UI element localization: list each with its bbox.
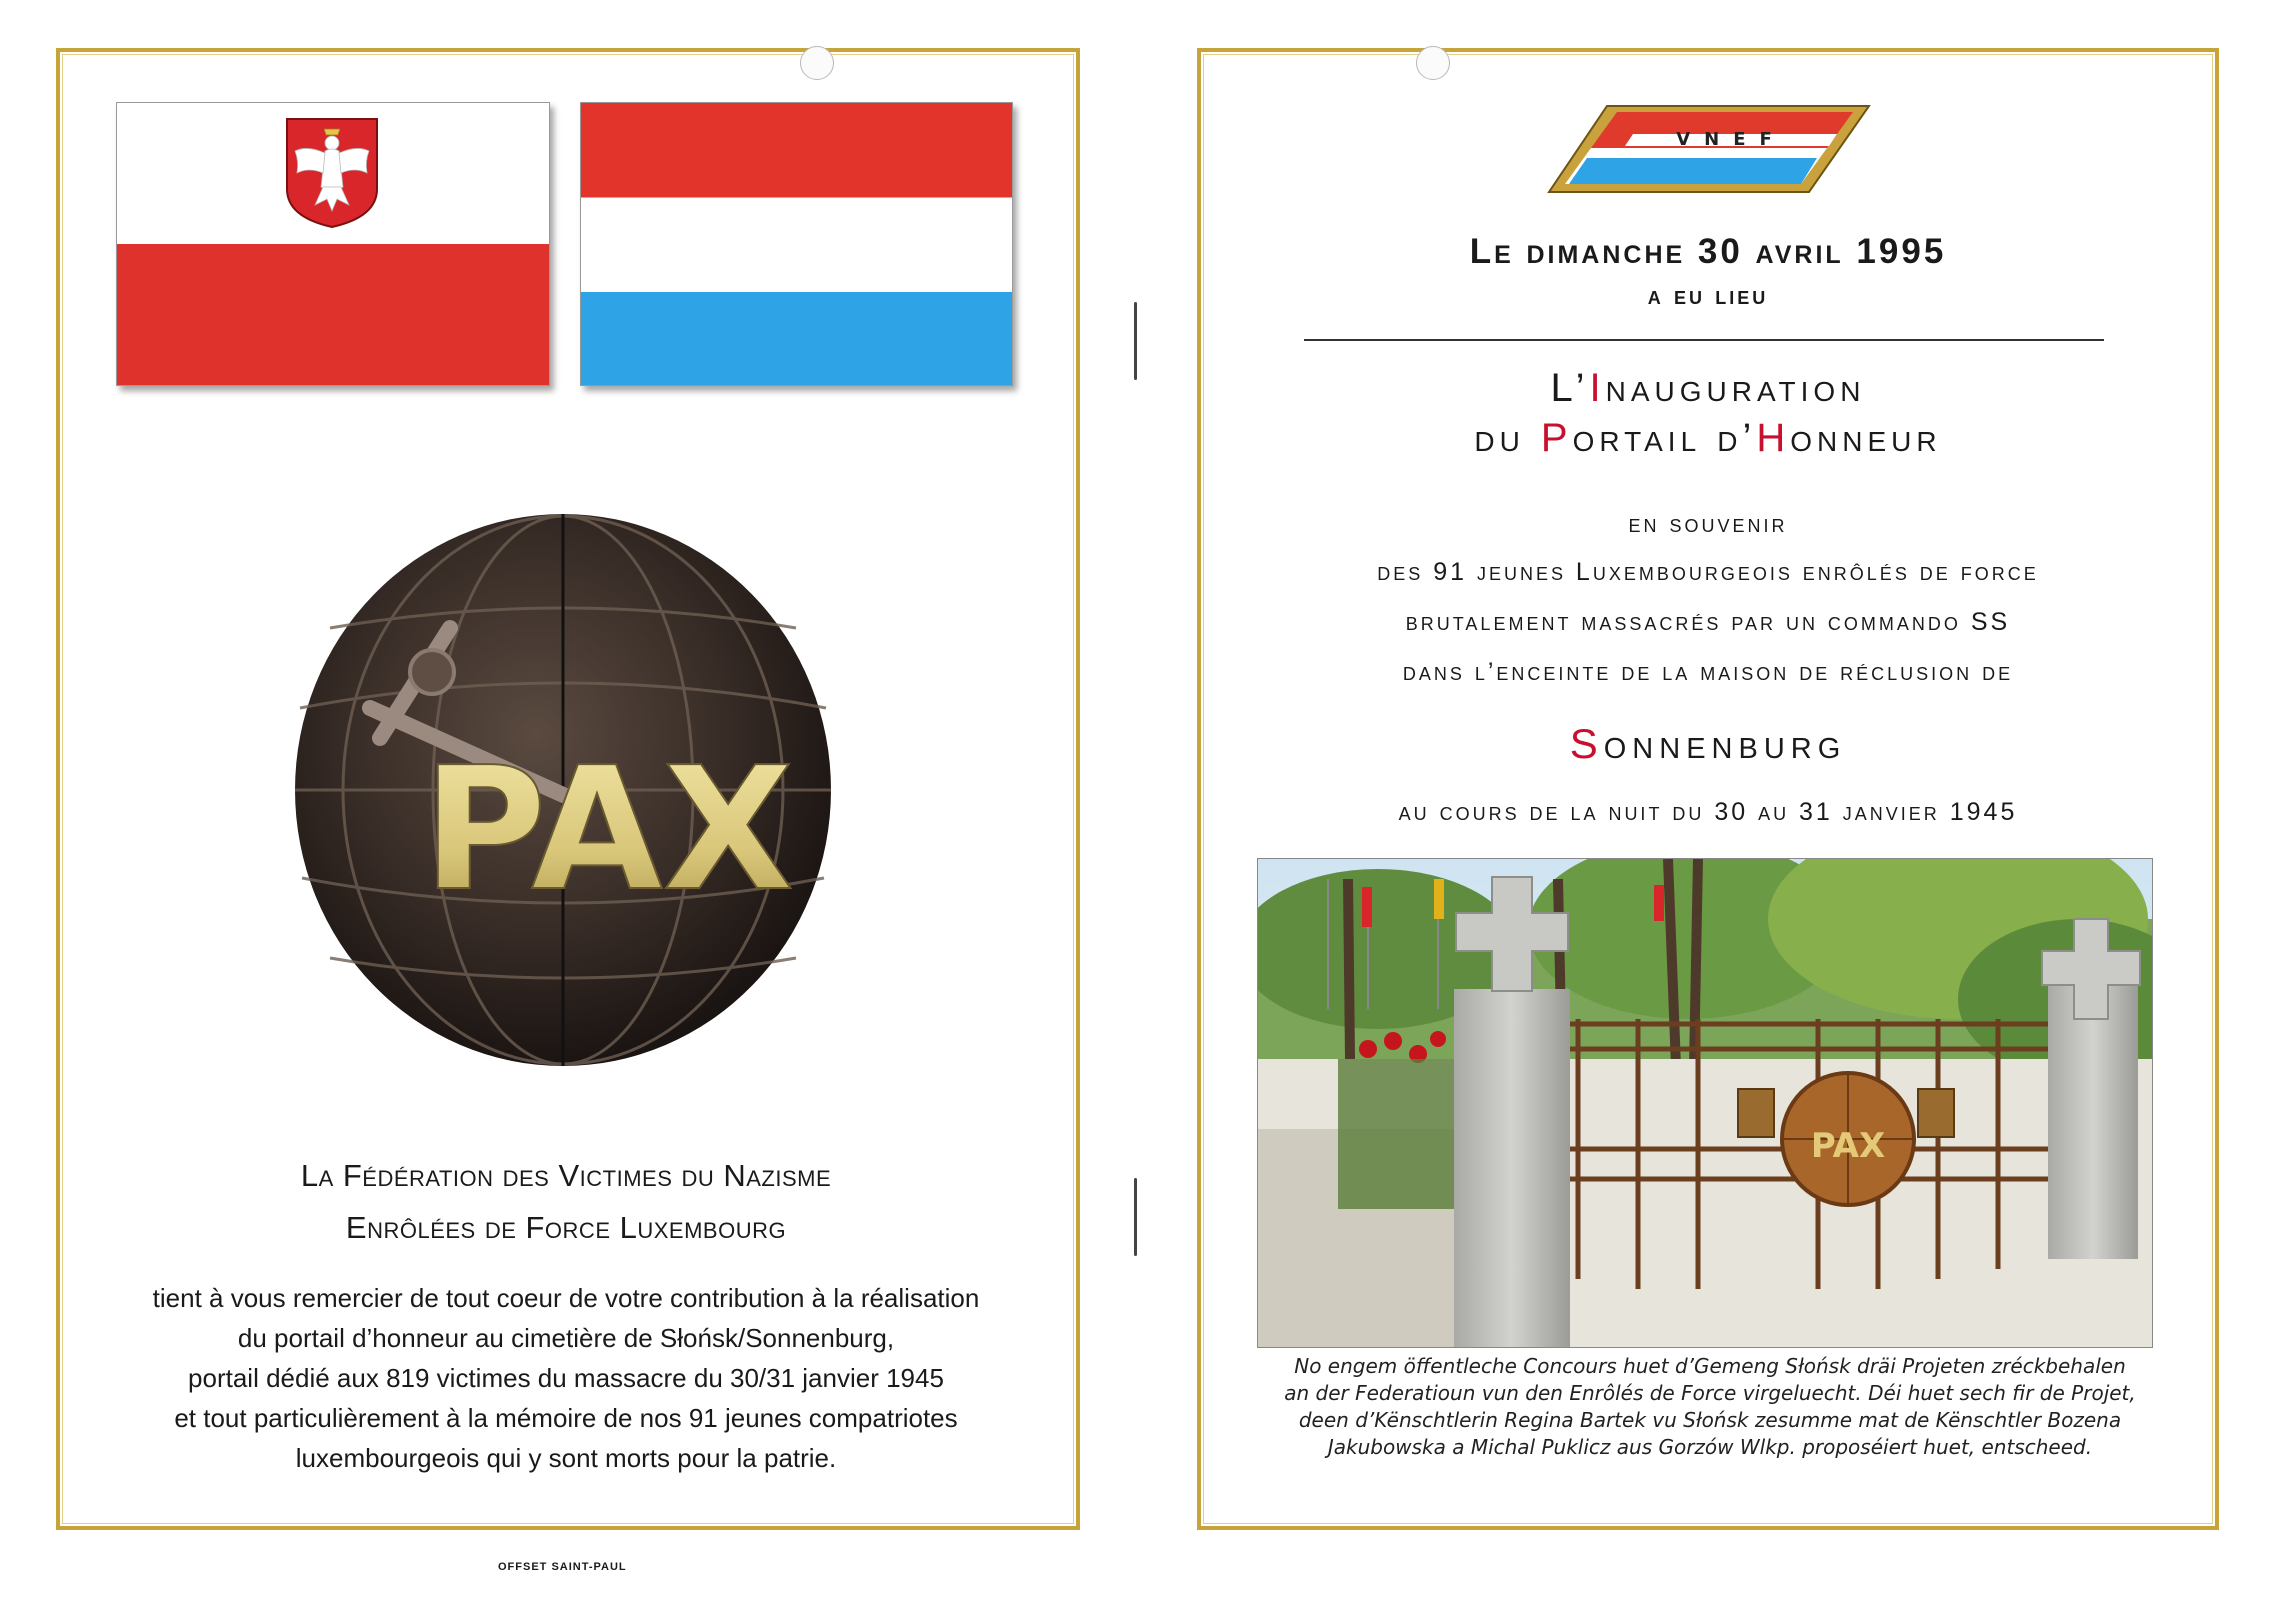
date-heading: Le dimanche 30 avril 1995 — [1469, 232, 1947, 271]
massacre-line: brutalement massacrés par un commando SS — [1405, 608, 2011, 636]
thanks-line: et tout particulièrement à la mémoire de nos 91 jeunes compatriotes — [174, 1403, 958, 1433]
caption-line: an der Federatioun vun den Enrôlés de Force virgeluecht. Déi huet sech fir de Projet, — [1284, 1381, 2136, 1405]
luxembourg-flag — [580, 102, 1013, 386]
punch-hole — [800, 46, 834, 80]
date-subheading: a eu lieu — [1647, 280, 1769, 310]
thanks-line: du portail d’honneur au cimetière de Słońsk/Sonnenburg, — [237, 1323, 895, 1353]
thanks-line: luxembourgeois qui y sont morts pour la patrie. — [295, 1443, 837, 1473]
poland-coat-of-arms-icon — [285, 117, 379, 229]
printer-credit: OFFSET SAINT-PAUL — [498, 1561, 627, 1573]
location-line: dans l’enceinte de la maison de réclusion de — [1402, 658, 2014, 686]
federation-name-line2: Enrôlées de Force Luxembourg — [345, 1210, 787, 1245]
poland-flag — [116, 102, 550, 386]
souvenir-line: en souvenir — [1628, 510, 1788, 538]
thanks-paragraph — [56, 1278, 1076, 1478]
title-line1: L’Inauguration — [1550, 366, 1866, 410]
sonnenburg-heading: Sonnenburg — [1569, 720, 1847, 767]
punch-hole — [1416, 46, 1450, 80]
thanks-line: tient à vous remercier de tout coeur de votre contribution à la réalisation — [152, 1283, 980, 1313]
divider-rule — [1304, 339, 2104, 341]
title-line2: du Portail d’Honneur — [1474, 416, 1942, 460]
binder-mark — [1134, 302, 1137, 380]
caption-line: Jakubowska a Michal Puklicz aus Gorzów Wlkp. proposéiert huet, entscheed. — [1327, 1435, 2093, 1459]
svg-text:VNEF: VNEF — [1676, 129, 1786, 150]
pax-globe-image — [290, 508, 836, 1072]
caption-line: deen d’Kënschtlerin Regina Bartek vu Słońsk zesumme mat de Kënschtler Bozena — [1298, 1408, 2122, 1432]
svg-text:PAX: PAX — [422, 731, 794, 929]
svg-text:PAX: PAX — [1810, 1126, 1886, 1166]
vnef-logo — [1547, 104, 1871, 194]
binder-mark — [1134, 1178, 1137, 1256]
memorial-gate-photo — [1257, 858, 2153, 1348]
date-of-massacre-line: au cours de la nuit du 30 au 31 janvier 1945 — [1398, 798, 2018, 826]
thanks-line: portail dédié aux 819 victimes du massacre du 30/31 janvier 1945 — [188, 1363, 944, 1393]
victims-line: des 91 jeunes Luxembourgeois enrôlés de force — [1377, 558, 2039, 586]
federation-name-line1: La Fédération des Victimes du Nazisme — [300, 1158, 832, 1193]
caption-line: No engem öffentleche Concours huet d’Gemeng Słońsk dräi Projeten zréckbehalen — [1294, 1354, 2126, 1378]
photo-caption — [1230, 1353, 2190, 1461]
